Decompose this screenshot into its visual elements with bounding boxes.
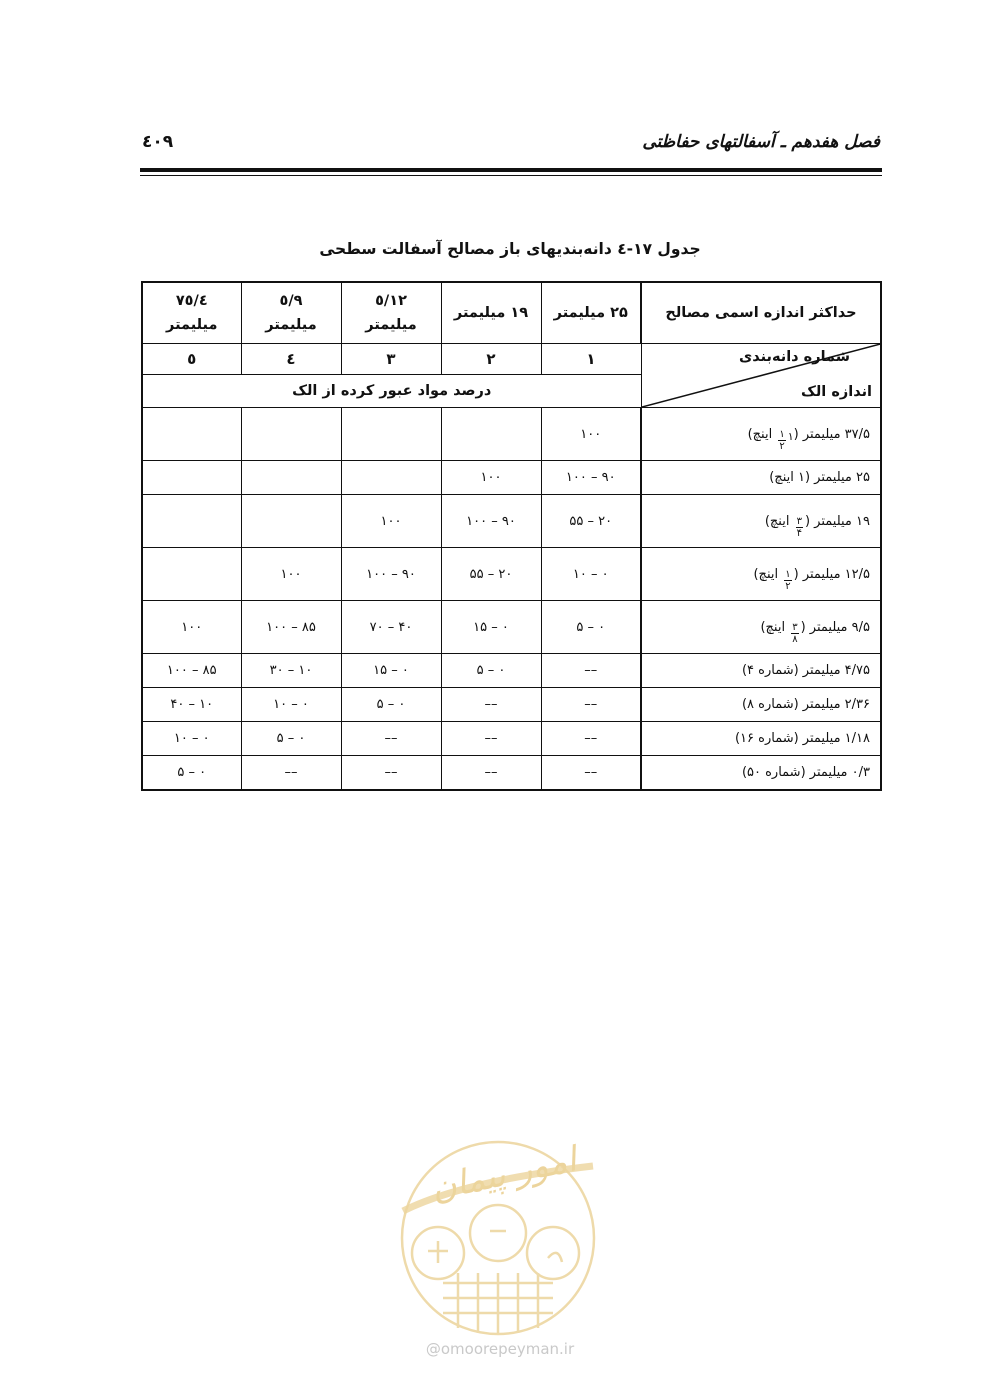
value-cell: ۰ – ۵ (341, 688, 441, 722)
value-cell: ۲۰ – ۵۵ (541, 495, 641, 548)
corner-label: حداکثر اندازه اسمی مصالح (641, 282, 881, 344)
fraction-denominator: ۴ (796, 527, 802, 539)
grading-number-3: ۳ (341, 344, 441, 375)
gradation-table (141, 281, 882, 791)
fraction-numerator: ۱ (779, 428, 785, 440)
sieve-text: ۱۹ میلیمتر ( (804, 513, 870, 529)
table-row (142, 548, 881, 601)
sieve-size-cell: ۲/۳۶ میلیمتر (شماره ۸) (641, 688, 881, 722)
value-cell: ۴۰ – ۷۰ (341, 601, 441, 654)
watermark-logo (388, 1133, 608, 1343)
sieve-size-cell (641, 548, 881, 601)
sieve-fraction (784, 569, 791, 592)
watermark-website: @omoorepeyman.ir (425, 1340, 575, 1358)
value-cell: ۸۵ – ۱۰۰ (241, 601, 341, 654)
sieve-unit: اینچ) (753, 566, 783, 582)
value-cell (441, 408, 541, 461)
value-cell: ۰ – ۱۵ (341, 654, 441, 688)
value-cell (142, 548, 241, 601)
max-size-3-line2: میلیمتر (365, 317, 417, 333)
value-cell: ۱۰۰ (541, 408, 641, 461)
fraction-denominator: ۲ (785, 580, 791, 592)
value-cell: –– (241, 756, 341, 791)
value-cell: ۱۰۰ (241, 548, 341, 601)
value-cell: –– (341, 722, 441, 756)
sieve-text: ۱۲/۵ میلیمتر ( (793, 566, 870, 582)
max-size-cell-1 (541, 282, 641, 344)
value-cell: –– (441, 688, 541, 722)
sieve-whole: ۱ (787, 429, 794, 443)
grading-number-2: ۲ (441, 344, 541, 375)
max-size-1-line1: ۲۵ میلیمتر (553, 305, 628, 321)
sieve-size-label: اندازه الک (801, 384, 872, 400)
value-cell (142, 461, 241, 495)
value-cell (142, 408, 241, 461)
value-cell: ۱۰۰ (441, 461, 541, 495)
value-cell: ۹۰ – ۱۰۰ (441, 495, 541, 548)
value-cell: ۰ – ۱۰ (541, 548, 641, 601)
sieve-size-cell (641, 408, 881, 461)
grading-number-1: ۱ (541, 344, 641, 375)
value-cell: ۲۰ – ۵۵ (441, 548, 541, 601)
table-row (142, 688, 881, 722)
value-cell (341, 461, 441, 495)
sieve-size-cell: ۲۵ میلیمتر (۱ اینچ) (641, 461, 881, 495)
page-number: ٤٠٩ (142, 132, 174, 152)
fraction-numerator: ۱ (785, 568, 791, 580)
table-row (142, 495, 881, 548)
max-size-header-row (142, 282, 881, 344)
value-cell: –– (541, 654, 641, 688)
fraction-denominator: ۲ (779, 440, 785, 452)
value-cell: ۱۰ – ۳۰ (241, 654, 341, 688)
max-size-4-line1: ۹/٥ (279, 293, 303, 309)
value-cell: ۰ – ۱۰ (241, 688, 341, 722)
value-cell (341, 408, 441, 461)
chapter-title: فصل هفدهم ـ آسفالتهای حفاظتی (642, 132, 880, 152)
value-cell: –– (441, 756, 541, 791)
fraction-denominator: ۸ (792, 633, 798, 645)
sieve-size-cell: ۴/۷۵ میلیمتر (شماره ۴) (641, 654, 881, 688)
sieve-fraction (778, 429, 785, 452)
sieve-size-cell: ۰/۳ میلیمتر (شماره ۵۰) (641, 756, 881, 791)
value-cell (241, 461, 341, 495)
header-rule-thick (140, 168, 882, 172)
value-cell: ۰ – ۱۵ (441, 601, 541, 654)
fraction-numerator: ۳ (796, 515, 802, 527)
table-row (142, 408, 881, 461)
grading-number-row (142, 344, 881, 375)
table-row (142, 601, 881, 654)
sieve-unit: اینچ) (747, 426, 777, 442)
table-row (142, 722, 881, 756)
table-row (142, 654, 881, 688)
value-cell (241, 495, 341, 548)
sieve-unit: اینچ) (760, 619, 790, 635)
max-size-3-line1: ۱۲/٥ (375, 293, 407, 309)
value-cell (241, 408, 341, 461)
max-size-cell-2 (441, 282, 541, 344)
sieve-fraction (791, 622, 798, 645)
table-caption: جدول ۱۷-٤ دانه‌بندیهای باز مصالح آسفالت سطحی (319, 240, 701, 258)
diagonal-header-cell (641, 344, 881, 408)
value-cell: ۱۰ – ۴۰ (142, 688, 241, 722)
value-cell: –– (441, 722, 541, 756)
max-size-5-line2: میلیمتر (166, 317, 218, 333)
value-cell: –– (541, 688, 641, 722)
page-header (142, 128, 880, 158)
value-cell (142, 495, 241, 548)
max-size-cell-4 (241, 282, 341, 344)
watermark-logo-text: امور پیمان (427, 1139, 580, 1210)
value-cell: ۰ – ۵ (541, 601, 641, 654)
grading-number-label: شماره دانه‌بندی (738, 349, 850, 365)
percent-passing-label: درصد مواد عبور کرده از الک (142, 375, 641, 408)
max-size-4-line2: میلیمتر (265, 317, 317, 333)
table-row (142, 756, 881, 791)
value-cell: –– (341, 756, 441, 791)
value-cell: ۹۰ – ۱۰۰ (541, 461, 641, 495)
grading-number-4: ٤ (241, 344, 341, 375)
value-cell: ۰ – ۵ (441, 654, 541, 688)
sieve-text: ۹/۵ میلیمتر ( (800, 619, 870, 635)
value-cell: ۸۵ – ۱۰۰ (142, 654, 241, 688)
sieve-fraction (796, 516, 803, 539)
grading-number-5: ٥ (142, 344, 241, 375)
max-size-cell-5 (142, 282, 241, 344)
sieve-text: ۳۷/۵ میلیمتر ( (793, 426, 870, 442)
sieve-size-cell (641, 601, 881, 654)
value-cell: –– (541, 722, 641, 756)
value-cell: ۹۰ – ۱۰۰ (341, 548, 441, 601)
fraction-numerator: ۳ (792, 621, 798, 633)
max-size-cell-3 (341, 282, 441, 344)
header-rule-thin (140, 175, 882, 176)
value-cell: ۰ – ۱۰ (142, 722, 241, 756)
max-size-2-line1: ۱۹ میلیمتر (453, 305, 529, 321)
value-cell: –– (541, 756, 641, 791)
table-row (142, 461, 881, 495)
watermark-emblem-icon (388, 1133, 608, 1343)
sieve-size-cell: ۱/۱۸ میلیمتر (شماره ۱۶) (641, 722, 881, 756)
value-cell: ۰ – ۵ (142, 756, 241, 791)
value-cell: ۱۰۰ (142, 601, 241, 654)
value-cell: ۱۰۰ (341, 495, 441, 548)
sieve-size-cell (641, 495, 881, 548)
sieve-unit: اینچ) (764, 513, 794, 529)
max-size-5-line1: ٤/۷٥ (175, 293, 208, 309)
value-cell: ۰ – ۵ (241, 722, 341, 756)
